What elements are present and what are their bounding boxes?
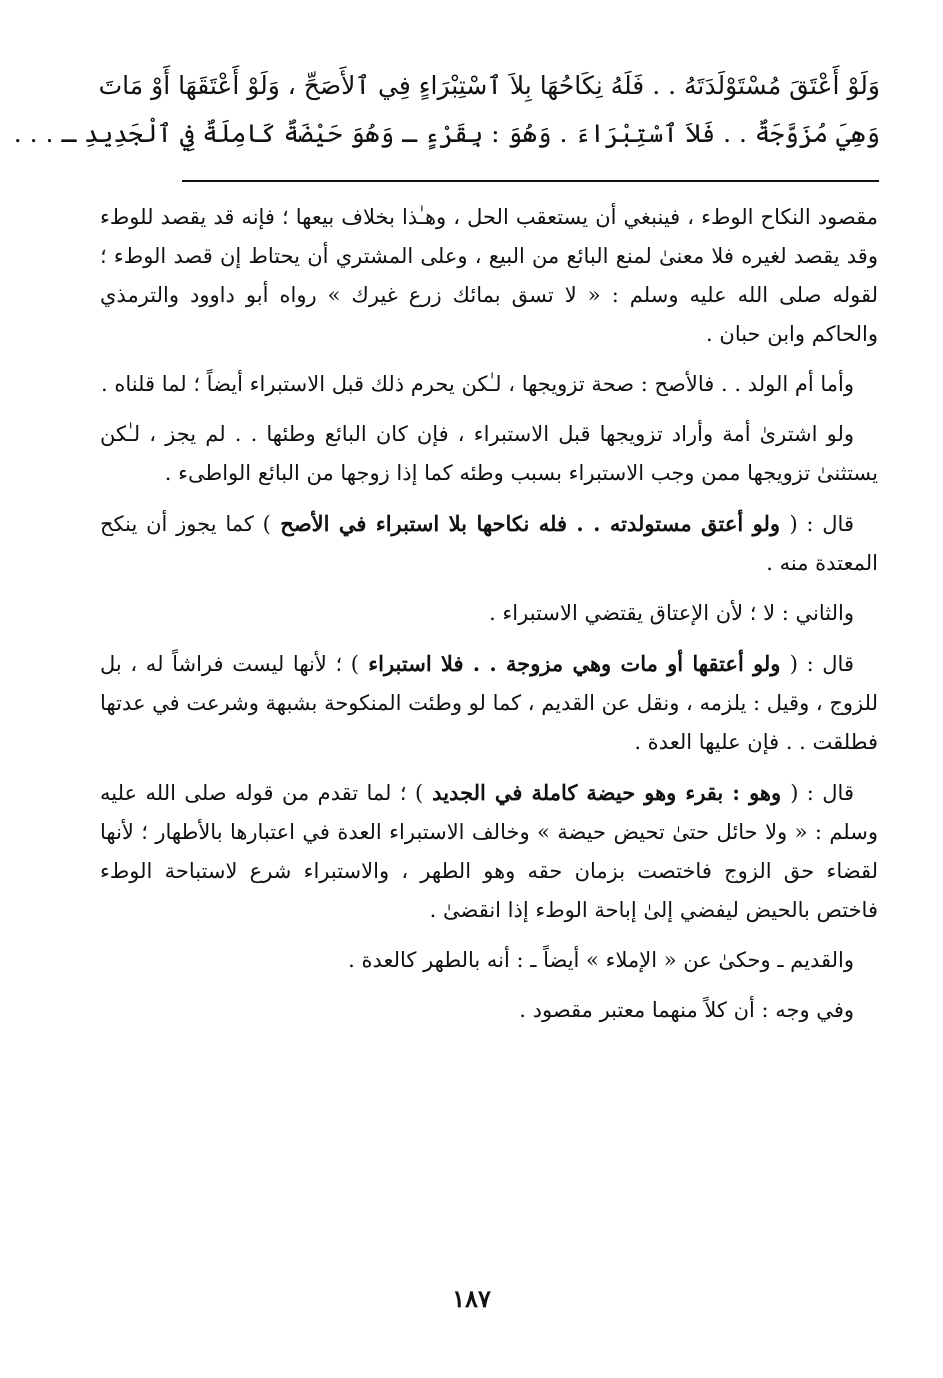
quote-rest: ) ؛ لما تقدم من قوله صلى الله عليه وسلم : « ولا حائل حتىٰ تحيض حيضة » وخالف الاستبراء العدة في اعتبارها بالأطهار ؛ لأنها لقضاء حق الزوج فاختصت بزمان حقه وهو الطهر ، والاستبراء شرع لاستباحة الوطء فاختص بالحيض ليفضي إلىٰ إباحة الوطء إذا انقضىٰ .: [100, 781, 878, 922]
commentary-paragraph-3: ولو اشترىٰ أمة وأراد تزويجها قبل الاستبراء ، فإن كان البائع وطئها . . لم يجز ، لـٰكن يستثنىٰ تزويجها ممن وجب الاستبراء بسبب وطئه كما إذا زوجها من البائع الواطىء .: [100, 422, 878, 485]
commentary-body: [100, 198, 878, 1041]
commentary-paragraph-9: وفي وجه : أن كلاً منهما معتبر مقصود .: [519, 998, 854, 1022]
quote-open: قال : (: [789, 512, 854, 536]
matn-quote: وهو : بقرء وهو حيضة كاملة في الجديد: [423, 780, 791, 805]
footnote-divider: [182, 180, 879, 182]
quote-open: قال : (: [789, 652, 854, 676]
commentary-paragraph-5: والثاني : لا ؛ لأن الإعتاق يقتضي الاستبراء .: [489, 601, 854, 625]
commentary-paragraph-4: [100, 504, 878, 583]
matn-line-2: وَهِيَ مُزَوَّجَةٌ . . فَلاَ ٱسْتِبْرَاءَ . وَهُوَ : بِقَرْءٍ ـ وَهُوَ حَيْضَةٌ كَامِلَةٌ فِي ٱلْجَدِيدِ ـ . . .: [13, 119, 880, 148]
commentary-paragraph-6: [100, 644, 878, 762]
matn-quote: ولو أعتق مستولدته . . فله نكاحها بلا استبراء في الأصح: [270, 511, 790, 536]
quote-open: قال : (: [790, 781, 854, 805]
commentary-paragraph-8: والقديم ـ وحكىٰ عن « الإملاء » أيضاً ـ : أنه بالطهر كالعدة .: [348, 948, 854, 972]
page-number: ١٨٧: [452, 1284, 491, 1313]
matn-quote: ولو أعتقها أو مات وهي مزوجة . . فلا استبراء: [358, 651, 790, 676]
quote-rest: ) كما يجوز أن ينكح المعتدة منه .: [100, 512, 878, 575]
matn-line-1: وَلَوْ أَعْتَقَ مُسْتَوْلَدَتَهُ . . فَلَهُ نِكَاحُهَا بِلاَ ٱسْتِبْرَاءٍ فِي ٱلأَصَحِّ ، وَلَوْ أَعْتَقَهَا أَوْ مَاتَ: [98, 71, 880, 100]
commentary-paragraph-1: مقصود النكاح الوطء ، فينبغي أن يستعقب الحل ، وهـٰذا بخلاف بيعها ؛ فإنه قد يقصد للوطء وقد يقصد لغيره فلا معنىٰ لمنع البائع من البيع ، وعلى المشتري أن يحتاط إن قصد الوطء ؛ لقوله صلى الله عليه وسلم : « لا تسق بمائك زرع غيرك » رواه أبو داوود والترمذي والحاكم وابن حبان .: [100, 205, 878, 346]
commentary-paragraph-2: وأما أم الولد . . فالأصح : صحة تزويجها ، لـٰكن يحرم ذلك قبل الاستبراء أيضاً ؛ لما قلناه .: [100, 372, 854, 396]
quote-rest: ) ؛ لأنها ليست فراشاً له ، بل للزوج ، وقيل : يلزمه ، ونقل عن القديم ، كما لو وطئت المنكوحة بشبهة وشرعت في عدتها فطلقت . . فإن عليها العدة .: [100, 652, 878, 754]
commentary-paragraph-7: [100, 773, 878, 930]
